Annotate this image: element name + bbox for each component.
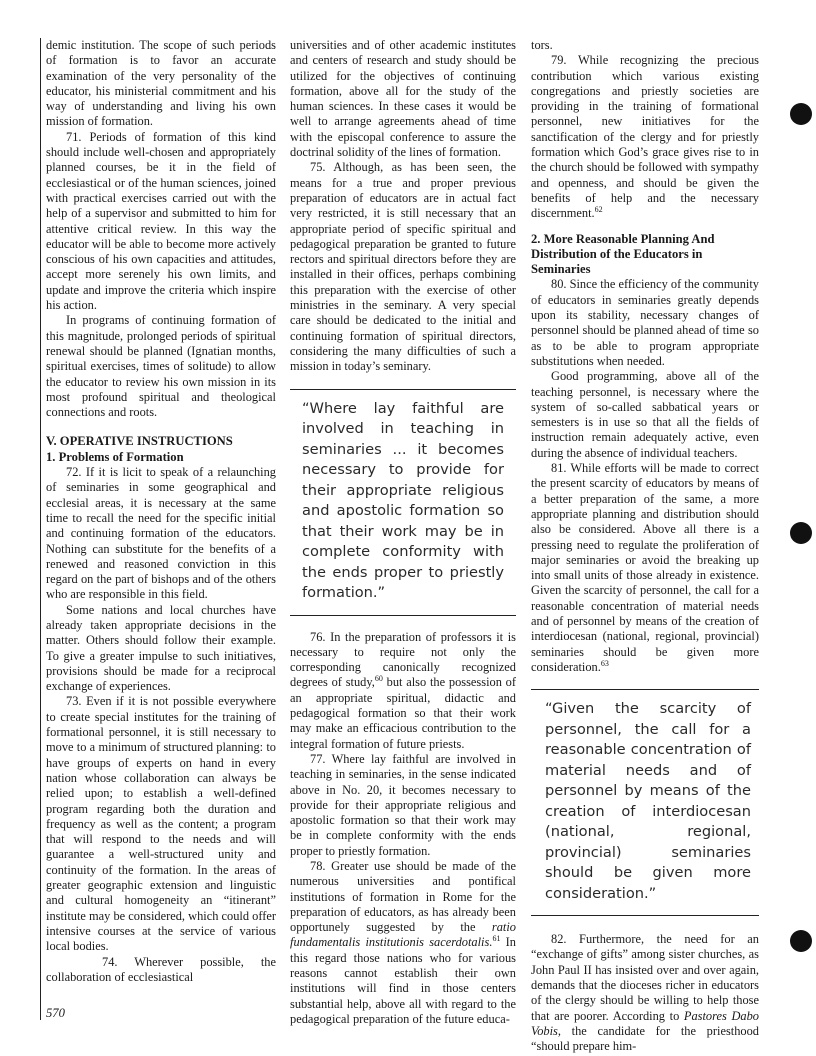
- paragraph-76: [290, 630, 516, 752]
- paragraph-text: 78. Greater use should be made of the numerous universities and pontifical institutions of formation in Rome for the preparation of educators, as has already been opportunely suggested by the: [290, 858, 516, 935]
- subheading: 1. Problems of Formation: [46, 449, 184, 464]
- section-heading: V. OPERATIVE INSTRUCTIONS: [46, 434, 233, 449]
- footnote-ref: 62: [594, 205, 603, 215]
- paragraph: Good programming, above all of the teaching personnel, is necessary where the system of so-called sabbatical years or semesters is in use so that all the fields of instruction remain adequately active, even during the absence of individual teachers.: [531, 369, 759, 460]
- paragraph: Some nations and local churches have already taken appropriate decisions in the matter. Others should follow their example. To give a greater impulse to such initiatives, provisions should be made for a reciprocal exchange of experiences.: [46, 602, 276, 694]
- paragraph-text: 82. Furthermore, the need for an “exchange of gifts” among sister churches, as John Paul II has insisted over and over again, demands that the dioceses richer in educators of the clergy should be willing to help those that are poorer. According to: [531, 932, 759, 1023]
- paragraph: demic institution. The scope of such periods of formation is to favor an accurate examination of the very personality of the educator, his ministerial commitment and his way of understanding and living his own mission of formation.: [46, 38, 276, 129]
- paragraph-text: 79. While recognizing the precious contribution which various existing congregations and priestly societies are providing in the training of formational personnel, new initiatives for the sanctification of the clergy and for priestly formation which God’s grace gives rise to in the church should be followed with sympathy and openness, and should be given the benefits of help and the necessary discernment.: [531, 53, 759, 221]
- pull-quote: “Given the scarcity of personnel, the call for a reasonable concentration of material needs and of personnel by means of the creation of interdiocesan (national, regional, provincial) seminaries should be given more consideration.”: [531, 689, 759, 916]
- paragraph-text: 81. While efforts will be made to correct the present scarcity of educators by means of a better preparation of the same, a more appropriate planning and distribution should also be considered. Above all there is a pressing need to regulate the proliferation of major seminaries or avoid the breaking up into small units of those already in existence. Given the scarcity of personnel, the call for a reasonable concentration of material needs and of personnel by means of the creation of interdiocesan (national, regional, provincial) seminaries should be given more consideration.: [531, 461, 759, 674]
- paragraph: In programs of continuing formation of this magnitude, prolonged periods of spiritual renewal should be planned (Ignatian months, spiritual exercises, times of solitude) to allow the educator to review his own mission in its most profound spiritual and theological connections and roots.: [46, 313, 276, 420]
- italic-title: ratio fundamentalis institutionis sacerdotalis.: [290, 920, 516, 950]
- column-middle: [290, 38, 516, 1027]
- column-left: [46, 38, 276, 985]
- paragraph-78: [290, 859, 516, 1027]
- binder-hole-middle: [790, 522, 812, 544]
- page-number: 570: [46, 1006, 65, 1020]
- column-right: [531, 38, 759, 1055]
- left-margin-rule: [40, 38, 41, 1020]
- paragraph-82: [531, 932, 759, 1054]
- paragraph-71: 71. Periods of formation of this kind should include well-chosen and appropriately planned courses, be it in the field of ecclesiastical or of the human sciences, joined with practical exercises carried out with the help of a supervisor and submitted to him for attentive critical review. In this way the educator will be able to become more actively conscious of his own capacities and attitudes, accept more serenely his own limits, and update and improve the criteria which inspire his action.: [46, 129, 276, 313]
- paragraph-73: 73. Even if it is not possible everywhere to create special institutes for the training of formational personnel, it is still necessary to move to a minimum of structured planning: to have groups of experts on hand in every nation whose collaboration can always be relied upon; to establish a well-defined program regarding both the duration and frequency as well as the content; a program that will respond to the needs and will guarantee a well-structured unity and continuity of the formation. In the areas of greater geographic extension and linguistic and cultural homogeneity an “itinerant” institute may be considered, which could offer intensive courses at the service of various local bodies.: [46, 694, 276, 954]
- paragraph: universities and of other academic institutes and centers of research and study should be utilized for the objectives of continuing formation, above all for the study of the human sciences. In these cases it would be well to arrange agreements ahead of time with the episcopal conference to assure the doctrinal solidity of the lines of formation.: [290, 38, 516, 160]
- paragraph-81: [531, 461, 759, 675]
- paragraph: tors.: [531, 38, 553, 52]
- subheading: 2. More Reasonable Planning And Distribution of the Educators in Seminaries: [531, 231, 715, 277]
- paragraph-77: 77. Where lay faithful are involved in teaching in seminaries, in the sense indicated above in No. 20, it becomes necessary to provide for their appropriate religious and apostolic formation so that their work may be in complete conformity with the ends proper to priestly formation.: [290, 751, 516, 858]
- binder-hole-top: [790, 103, 812, 125]
- paragraph-75: 75. Although, as has been seen, the means for a true and proper previous preparation of educators are in actual fact very restricted, it is still necessary that an appropriate period of specific spiritual and pedagogical preparation be granted to future rectors and spiritual directors before they are installed in their offices, perhaps combining this preparation with the exercise of other ministries in the seminary. A very special care should be dedicated to the initial and continuing formation of spiritual directors, considering the many difficulties of such a mission in today’s seminary.: [290, 160, 516, 374]
- binder-hole-bottom: [790, 930, 812, 952]
- paragraph-text: but also the possession of an appropriate spiritual, didactic and pedagogical formation so that their work may make an efficacious contribution to the integral formation of future priests.: [290, 675, 516, 751]
- footnote-ref: 61: [492, 934, 501, 944]
- footnote-ref: 60: [374, 674, 383, 684]
- italic-title: Pastores Dabo Vobis,: [531, 1008, 759, 1038]
- footnote-ref: 63: [600, 658, 609, 668]
- paragraph-74: 74. Wherever possible, the collaboration of ecclesiastical: [46, 954, 276, 984]
- paragraph-72: 72. If it is licit to speak of a relaunching of seminaries in some geographical and ecclesial areas, it is necessary at the same time to recall the need for the specific initial and continuing formation of the educators. Nothing can substitute for the benefits of a renewed and reasoned conviction in this regard on the part of bishops and of the others who are responsible in this field.: [46, 465, 276, 602]
- paragraph-text: 76. In the preparation of professors it is necessary to require not only the corresponding canonically recognized degrees of study,: [290, 629, 516, 690]
- paragraph-text: In this regard those nations who for various reasons cannot establish their own institutions will find in those centers substantial help, above all with regard to the pedagogical preparation of the future educa-: [290, 935, 516, 1026]
- spacer: [531, 222, 759, 232]
- paragraph-text: the candidate for the priesthood “should prepare him-: [531, 1023, 759, 1054]
- pull-quote: “Where lay faithful are involved in teaching in seminaries ... it becomes necessary to provide for their appropriate religious and apostolic formation so that their work may be in complete conformity with the ends proper to priestly formation.”: [290, 389, 516, 616]
- paragraph-80: 80. Since the efficiency of the community of educators in seminaries greatly depends upon its stability, necessary changes of personnel should be planned ahead of time so as to be able to program appropriate substitutions when needed.: [531, 277, 759, 368]
- paragraph-79: [531, 53, 759, 221]
